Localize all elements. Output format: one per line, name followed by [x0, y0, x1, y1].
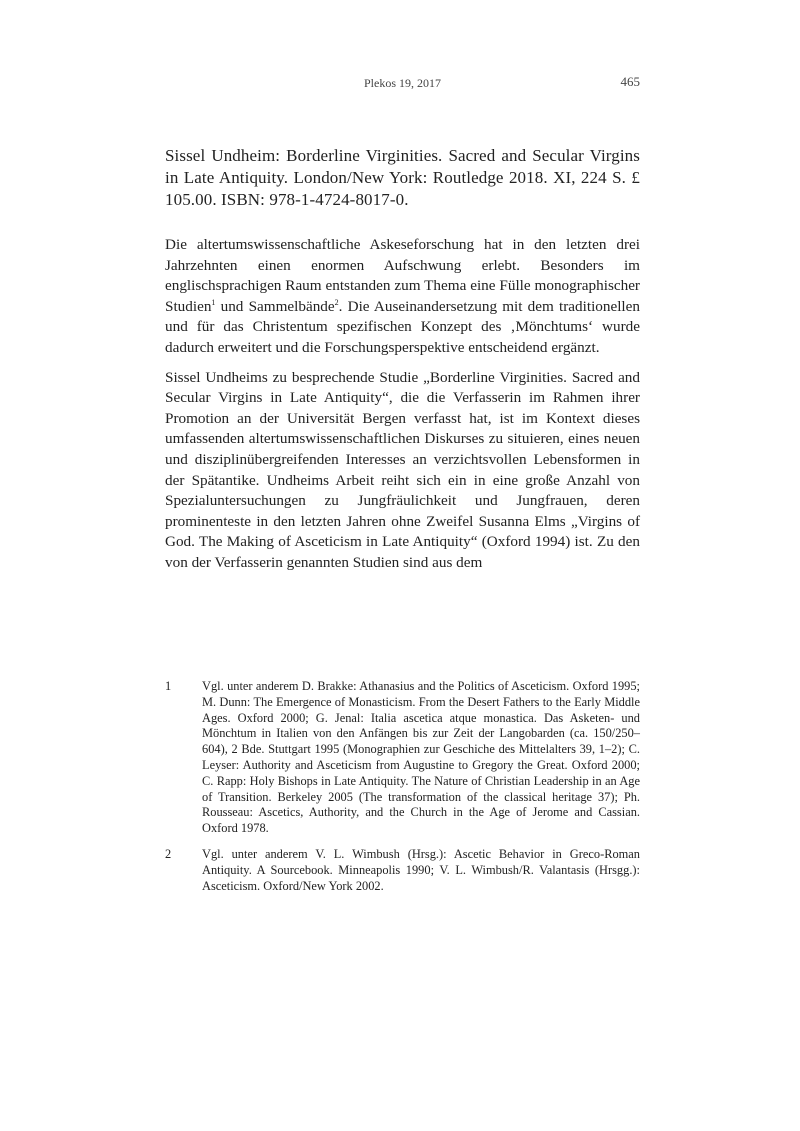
- footnote-1: [165, 679, 640, 837]
- paragraph-1-part-3: . Die Auseinandersetzung mit dem traditionellen und für das Christentum spezifischen Konzept des ‚Mönchtums‘ wurde dadurch erweitert und die Forschungsperspektive entscheidend ergänzt.: [165, 297, 640, 356]
- main-content: [165, 145, 640, 583]
- footnote-ref-2[interactable]: 2: [334, 297, 339, 307]
- paragraph-2: Sissel Undheims zu besprechende Studie „Borderline Virginities. Sacred and Secular Virgins in Late Antiquity“, die die Verfasserin im Rahmen ihrer Promotion an der Universität Bergen verfasst hat, ist im Kontext dieses umfassenden altertumswissenschaftlichen Diskurses zu situieren, eines neuen und disziplinübergreifenden Interesses an verzichtsvollen Lebensformen in der Spätantike. Undheims Arbeit reiht sich ein in eine große Anzahl von Spezialuntersuchungen zu Jungfräulichkeit und Jungfrauen, deren prominenteste in den letzten Jahren ohne Zweifel Susanna Elms „Virgins of God. The Making of Asceticism in Late Antiquity“ (Oxford 1994) ist. Zu den von der Verfasserin genannten Studien sind aus dem: [165, 368, 640, 571]
- journal-title: Plekos 19, 2017: [363, 76, 441, 90]
- footnotes: [165, 679, 640, 904]
- paragraph-1: [165, 235, 640, 359]
- running-header: [165, 76, 640, 96]
- paragraph-1-part-1: Die altertumswissenschaftliche Askeseforschung hat in den letzten drei Jahrzehnten einen enormen Aufschwung erlebt. Besonders im englischsprachigen Raum entstanden zum Thema eine Fülle monographischer Studien: [165, 236, 640, 315]
- footnote-2: [165, 847, 640, 894]
- footnote-ref-1[interactable]: 1: [211, 297, 216, 307]
- paragraph-1-part-2: und Sammelbände: [215, 297, 335, 315]
- footnote-number: 2: [165, 846, 172, 861]
- review-heading: Sissel Undheim: Borderline Virginities. Sacred and Secular Virgins in Late Antiquity. London/New York: Routledge 2018. XI, 224 S. £ 105.00. ISBN: 978-1-4724-8017-0.: [165, 146, 640, 209]
- footnote-number: 1: [165, 679, 172, 693]
- footnote-text: Vgl. unter anderem D. Brakke: Athanasius and the Politics of Asceticism. Oxford 1995; M. Dunn: The Emergence of Monasticism. From the Desert Fathers to the Early Middle Ages. Oxford 2000; G. Jenal: Italia ascetica atque monastica. Das Asketen- und Mönchtum in Italien von den Anfängen bis zur Zeit der Langobarden (ca. 150/250–604), 2 Bde. Stuttgart 1995 (Monographien zur Geschiche des Mittelalters 39, 1–2); C. Leyser: Authority and Asceticism from Augustine to Gregory the Great. Oxford 2000; C. Rapp: Holy Bishops in Late Antiquity. The Nature of Christian Leadership in an Age of Transition. Berkeley 2005 (The transformation of the classical heritage 37); Ph. Rousseau: Ascetics, Authority, and the Church in the Age of Jerome and Cassian. Oxford 1978.: [202, 679, 640, 836]
- page-number: 465: [620, 74, 640, 89]
- footnote-text: Vgl. unter anderem V. L. Wimbush (Hrsg.): Ascetic Behavior in Greco-Roman Antiquity. A Sourcebook. Minneapolis 1990; V. L. Wimbush/R. Valantasis (Hrsgg.): Asceticism. Oxford/New York 2002.: [202, 846, 640, 893]
